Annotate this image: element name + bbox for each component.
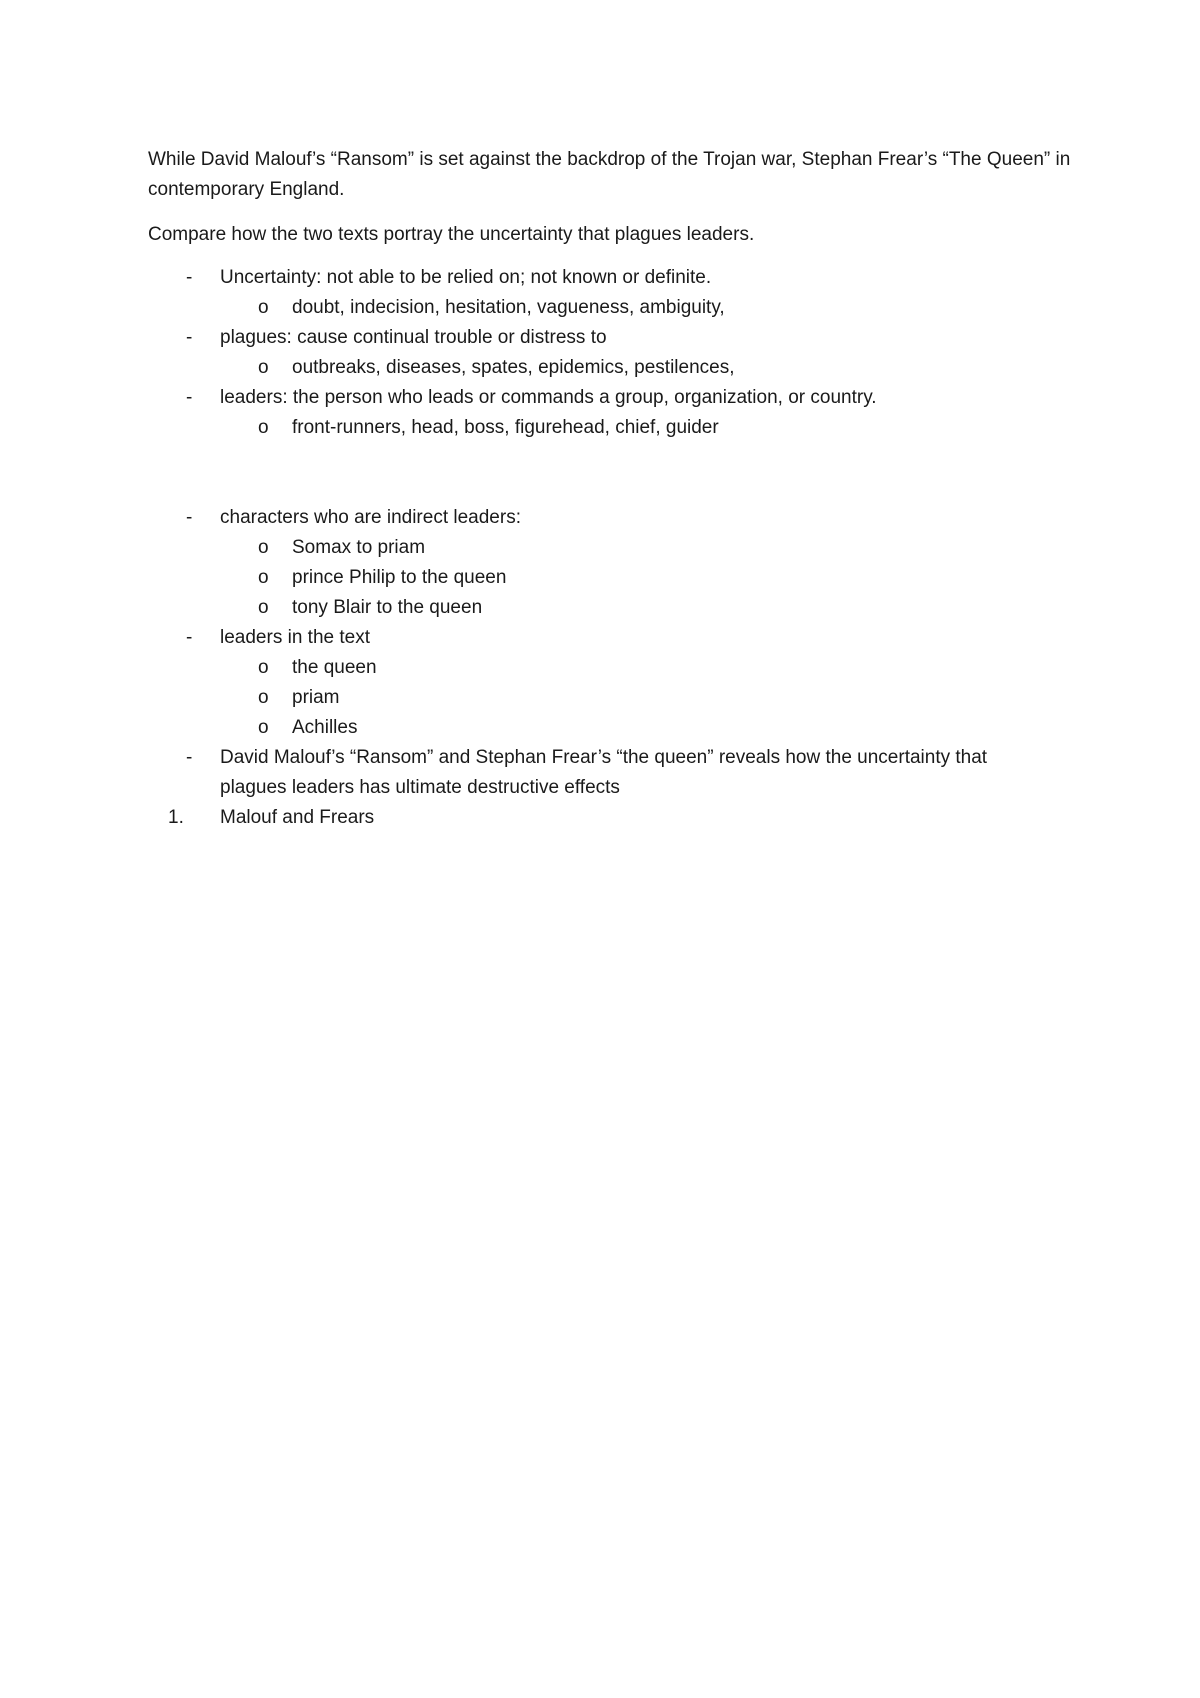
sub-list-item [148,413,1078,443]
circle-bullet: o [258,357,269,378]
sub-list-item [148,713,1078,743]
circle-bullet: o [258,717,269,738]
sub-list-item-text: Achilles [292,717,358,738]
document-body [148,145,1078,833]
sub-list-item-text: prince Philip to the queen [292,567,507,588]
circle-bullet: o [258,417,269,438]
sub-list-item-text: outbreaks, diseases, spates, epidemics, pestilences, [292,357,735,378]
list-item-text: leaders: the person who leads or commands a group, organization, or country. [220,387,877,408]
sub-list-item [148,653,1078,683]
sub-list-item [148,293,1078,323]
list-item-text: plagues: cause continual trouble or distress to [220,327,607,348]
intro-paragraph: While David Malouf’s “Ransom” is set against the backdrop of the Trojan war, Stephan Frear’s “The Queen” in contemporary England. [148,149,1071,200]
circle-bullet: o [258,657,269,678]
sub-list-item [148,533,1078,563]
thesis-line-2: plagues leaders has ultimate destructive effects [220,777,620,798]
list-item-text: characters who are indirect leaders: [220,507,521,528]
number-marker: 1. [168,807,184,828]
circle-bullet: o [258,537,269,558]
dash-bullet: - [186,327,193,348]
circle-bullet: o [258,687,269,708]
numbered-list-item [148,803,1078,833]
sub-list-item-text: tony Blair to the queen [292,597,483,618]
numbered-item-text: Malouf and Frears [220,807,375,828]
dash-bullet: - [186,387,193,408]
dash-bullet: - [186,747,193,768]
sub-list-item-text: front-runners, head, boss, figurehead, chief, guider [292,417,719,438]
dash-bullet: - [186,507,193,528]
thesis-list-item [148,743,1078,803]
sub-list-item-text: the queen [292,657,377,678]
list-item-text: Uncertainty: not able to be relied on; not known or definite. [220,267,712,288]
sub-list-item-text: doubt, indecision, hesitation, vagueness, ambiguity, [292,297,725,318]
sub-list-item [148,563,1078,593]
essay-question: Compare how the two texts portray the uncertainty that plagues leaders. [148,224,755,245]
blank-space [148,443,1078,503]
circle-bullet: o [258,597,269,618]
list-item-text: leaders in the text [220,627,370,648]
list-item [148,623,1078,653]
sub-list-item-text: priam [292,687,340,708]
sub-list-item-text: Somax to priam [292,537,426,558]
list-item [148,323,1078,353]
list-item [148,263,1078,293]
circle-bullet: o [258,567,269,588]
circle-bullet: o [258,297,269,318]
sub-list-item [148,353,1078,383]
thesis-line-1: David Malouf’s “Ransom” and Stephan Frear’s “the queen” reveals how the uncertainty that [220,747,988,768]
dash-bullet: - [186,267,193,288]
list-item [148,383,1078,413]
list-item [148,503,1078,533]
dash-bullet: - [186,627,193,648]
sub-list-item [148,593,1078,623]
sub-list-item [148,683,1078,713]
